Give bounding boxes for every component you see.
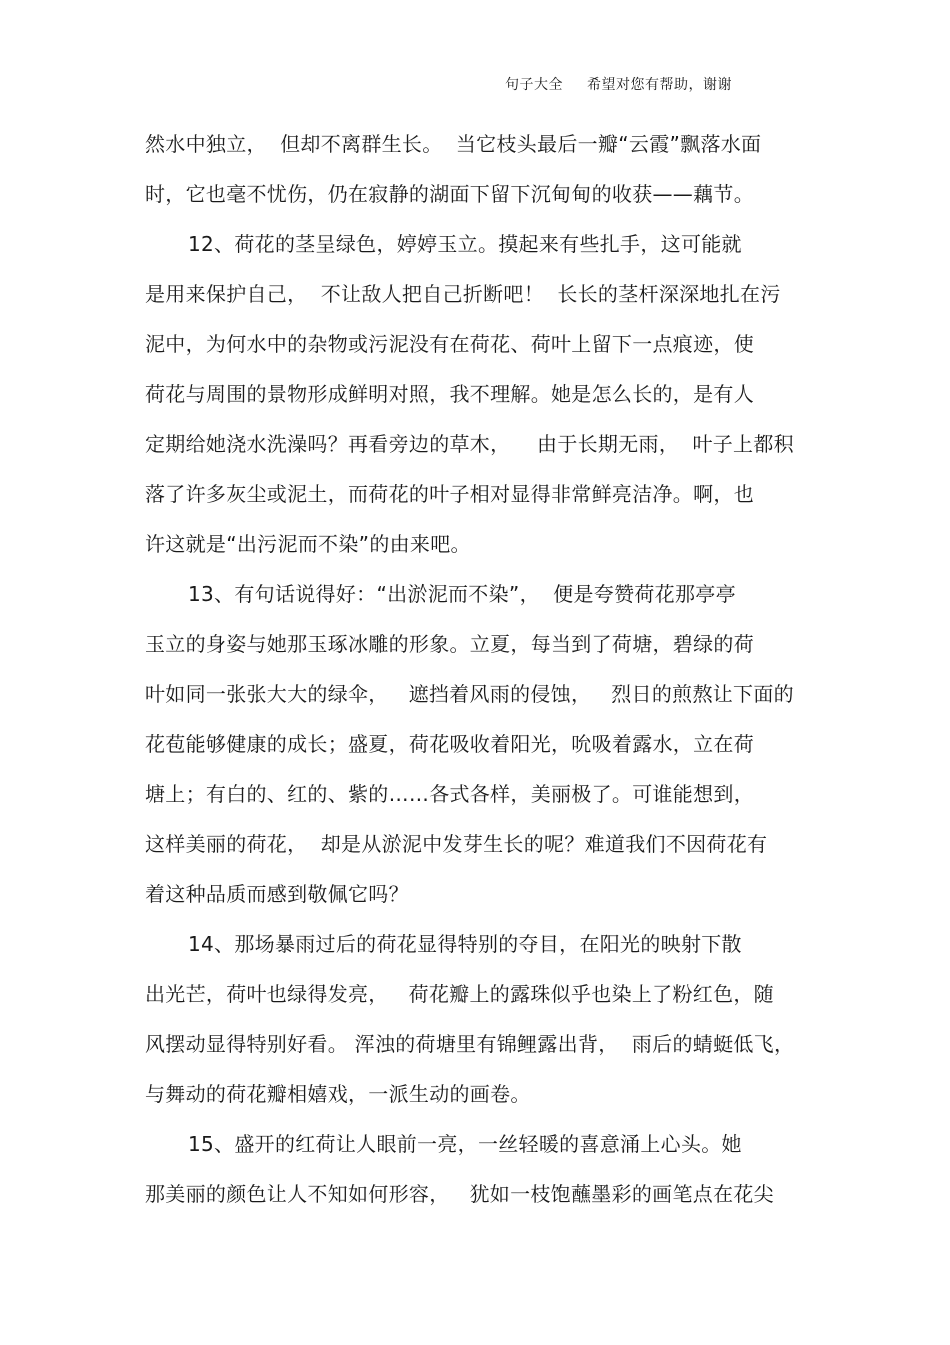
text-line: 许这就是“出污泥而不染”的由来吧。 [145,532,471,556]
text-line: 落了许多灰尘或泥土，而荷花的叶子相对显得非常鲜亮洁净。啊，也 [145,482,754,506]
text-line: 出光芒，荷叶也绿得发亮， 荷花瓣上的露珠似乎也染上了粉红色，随 [145,982,774,1006]
text-line: 着这种品质而感到敬佩它吗？ [145,882,409,906]
text-line: 是用来保护自己， 不让敌人把自己折断吧！ 长长的茎杆深深地扎在污 [145,282,781,306]
text-line: 玉立的身姿与她那玉琢冰雕的形象。立夏，每当到了荷塘，碧绿的荷 [145,632,754,656]
paragraph-start-12: 12、荷花的茎呈绿色，婷婷玉立。摸起来有些扎手，这可能就 [188,232,742,256]
paragraph-start-13: 13、有句话说得好：“出淤泥而不染”， 便是夸赞荷花那亭亭 [188,582,736,606]
text-line: 花苞能够健康的成长；盛夏，荷花吸收着阳光，吮吸着露水，立在荷 [145,732,754,756]
header-site-name: 句子大全 [505,77,563,93]
text-line: 然水中独立， 但却不离群生长。 当它枝头最后一瓣“云霞”飘落水面 [145,132,762,156]
text-line: 定期给她浇水洗澡吗？再看旁边的草木， 由于长期无雨， 叶子上都积 [145,432,794,456]
text-line: 风摆动显得特别好看。 浑浊的荷塘里有锦鲤露出背， 雨后的蜻蜓低飞， [145,1032,795,1056]
paragraph-start-15: 15、盛开的红荷让人眼前一亮，一丝轻暖的喜意涌上心头。她 [188,1132,742,1156]
page-header [505,74,732,94]
text-line: 那美丽的颜色让人不知如何形容， 犹如一枝饱蘸墨彩的画笔点在花尖 [145,1182,774,1206]
text-line: 叶如同一张张大大的绿伞， 遮挡着风雨的侵蚀， 烈日的煎熬让下面的 [145,682,794,706]
text-line: 塘上；有白的、红的、紫的……各式各样，美丽极了。可谁能想到， [145,782,754,806]
text-line: 这样美丽的荷花， 却是从淤泥中发芽生长的呢？难道我们不因荷花有 [145,832,768,856]
text-line: 时，它也毫不忧伤，仍在寂静的湖面下留下沉甸甸的收获——藕节。 [145,182,754,206]
paragraph-start-14: 14、那场暴雨过后的荷花显得特别的夺目，在阳光的映射下散 [188,932,742,956]
text-line: 荷花与周围的景物形成鲜明对照，我不理解。她是怎么长的，是有人 [145,382,754,406]
text-line: 泥中，为何水中的杂物或污泥没有在荷花、荷叶上留下一点痕迹，使 [145,332,754,356]
header-tagline: 希望对您有帮助，谢谢 [587,77,732,93]
text-line: 与舞动的荷花瓣相嬉戏，一派生动的画卷。 [145,1082,531,1106]
